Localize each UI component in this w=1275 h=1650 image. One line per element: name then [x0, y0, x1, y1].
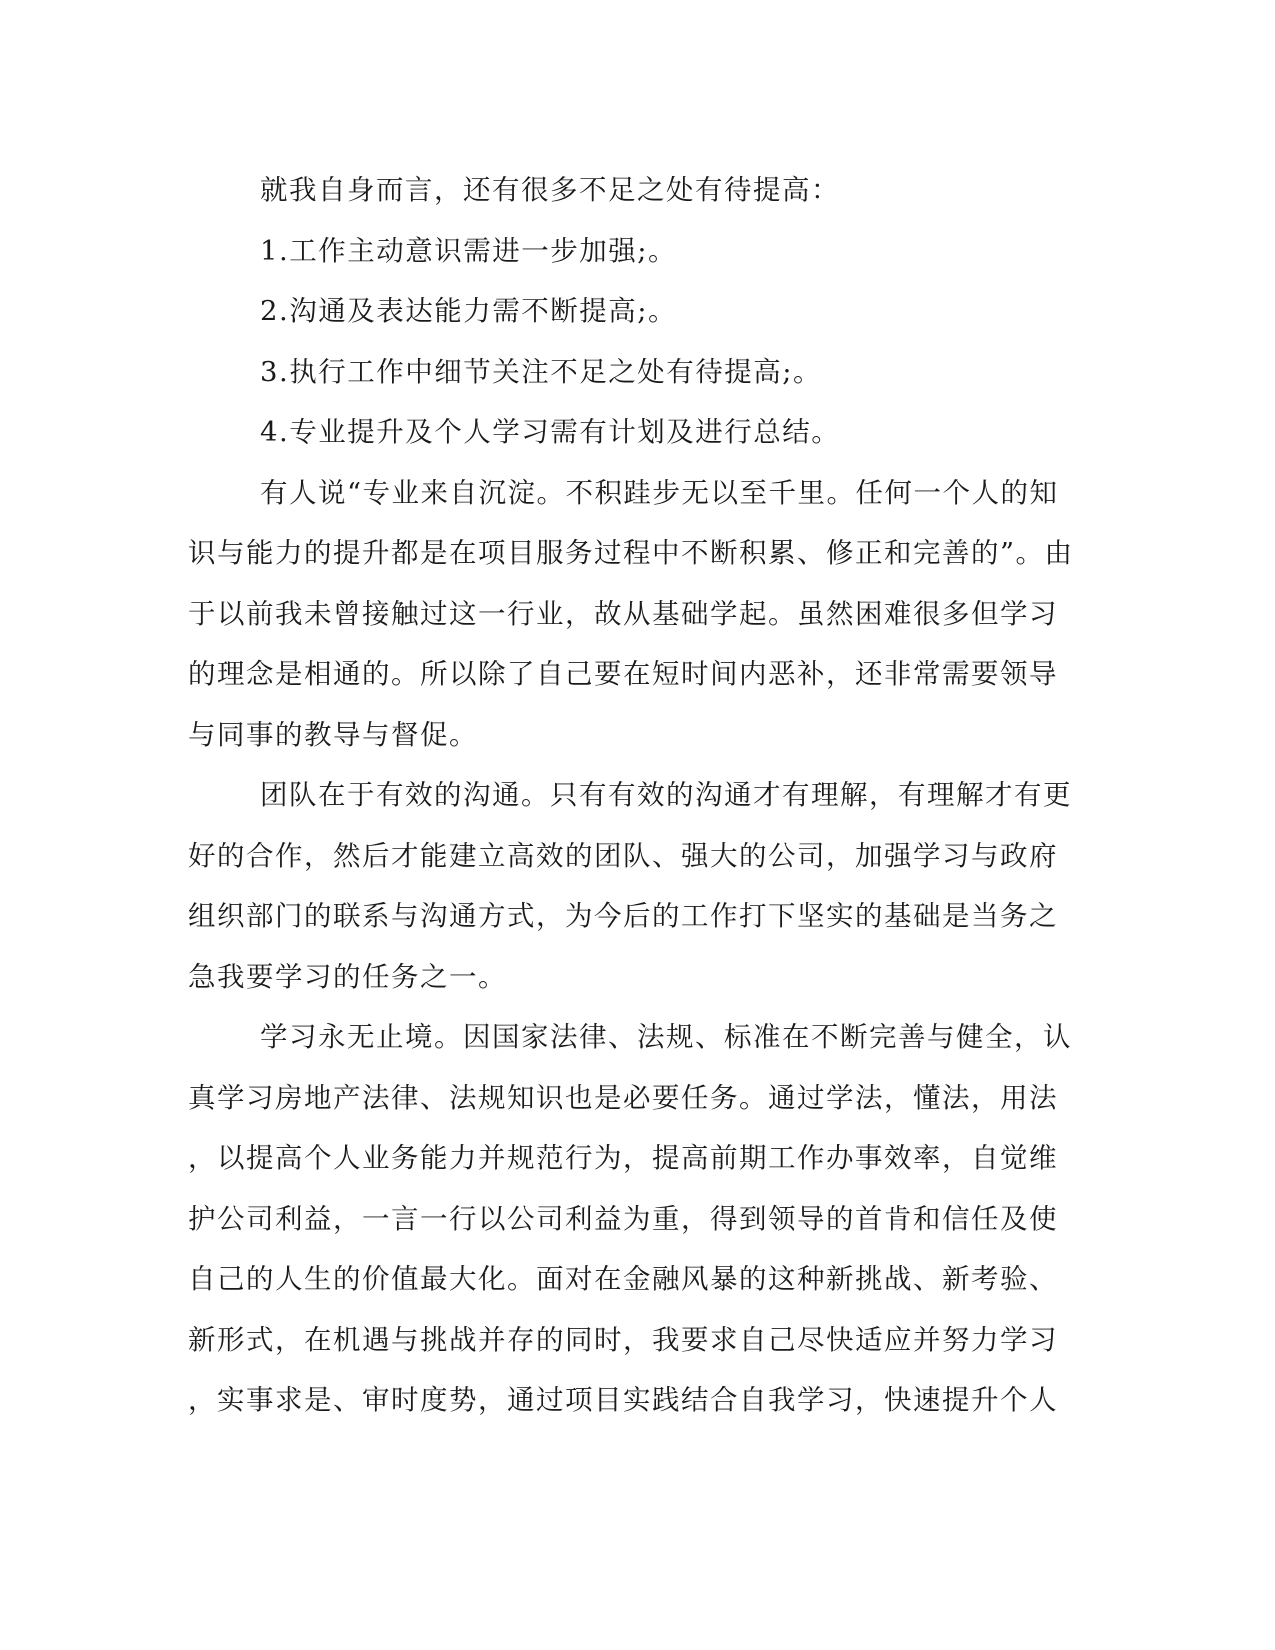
text-line: 与同事的教导与督促。 [188, 718, 478, 751]
text-line: 好的合作，然后才能建立高效的团队、强大的公司，加强学习与政府 [188, 839, 1058, 872]
list-item: 4.专业提升及个人学习需有计划及进行总结。 [260, 416, 841, 448]
text-line: 的理念是相通的。所以除了自己要在短时间内恶补，还非常需要领导 [188, 658, 1058, 690]
text-line: 组织部门的联系与沟通方式，为今后的工作打下坚实的基础是当务之 [188, 900, 1058, 932]
text-line: 有人说“专业来自沉淀。不积跬步无以至千里。任何一个人的知 [260, 476, 1059, 509]
body-text [188, 160, 1074, 1431]
text-line: ，以提高个人业务能力并规范行为，提高前期工作办事效率，自觉维 [188, 1142, 1058, 1174]
text-line: 新形式，在机遇与挑战并存的同时，我要求自己尽快适应并努力学习 [188, 1323, 1058, 1356]
text-line: ，实事求是、审时度势，通过项目实践结合自我学习，快速提升个人 [188, 1384, 1058, 1416]
text-line: 学习永无止境。因国家法律、法规、标准在不断完善与健全，认 [260, 1021, 1072, 1053]
text-line: 识与能力的提升都是在项目服务过程中不断积累、修正和完善的”。由 [188, 537, 1074, 569]
text-line: 团队在于有效的沟通。只有有效的沟通才有理解，有理解才有更 [260, 779, 1072, 811]
text-line: 于以前我未曾接触过这一行业，故从基础学起。虽然困难很多但学习 [188, 597, 1058, 630]
text-line: 急我要学习的任务之一。 [188, 960, 507, 993]
text-line: 真学习房地产法律、法规知识也是必要任务。通过学法，懂法，用法 [188, 1081, 1058, 1114]
text-line: 自己的人生的价值最大化。面对在金融风暴的这种新挑战、新考验、 [188, 1263, 1058, 1295]
list-item: 1.工作主动意识需进一步加强;。 [260, 234, 678, 267]
list-item: 3.执行工作中细节关注不足之处有待提高;。 [260, 355, 823, 388]
list-item: 2.沟通及表达能力需不断提高;。 [260, 295, 678, 327]
text-line: 护公司利益，一言一行以公司利益为重，得到领导的首肯和信任及使 [188, 1202, 1058, 1235]
text-line: 就我自身而言，还有很多不足之处有待提高： [260, 174, 840, 206]
